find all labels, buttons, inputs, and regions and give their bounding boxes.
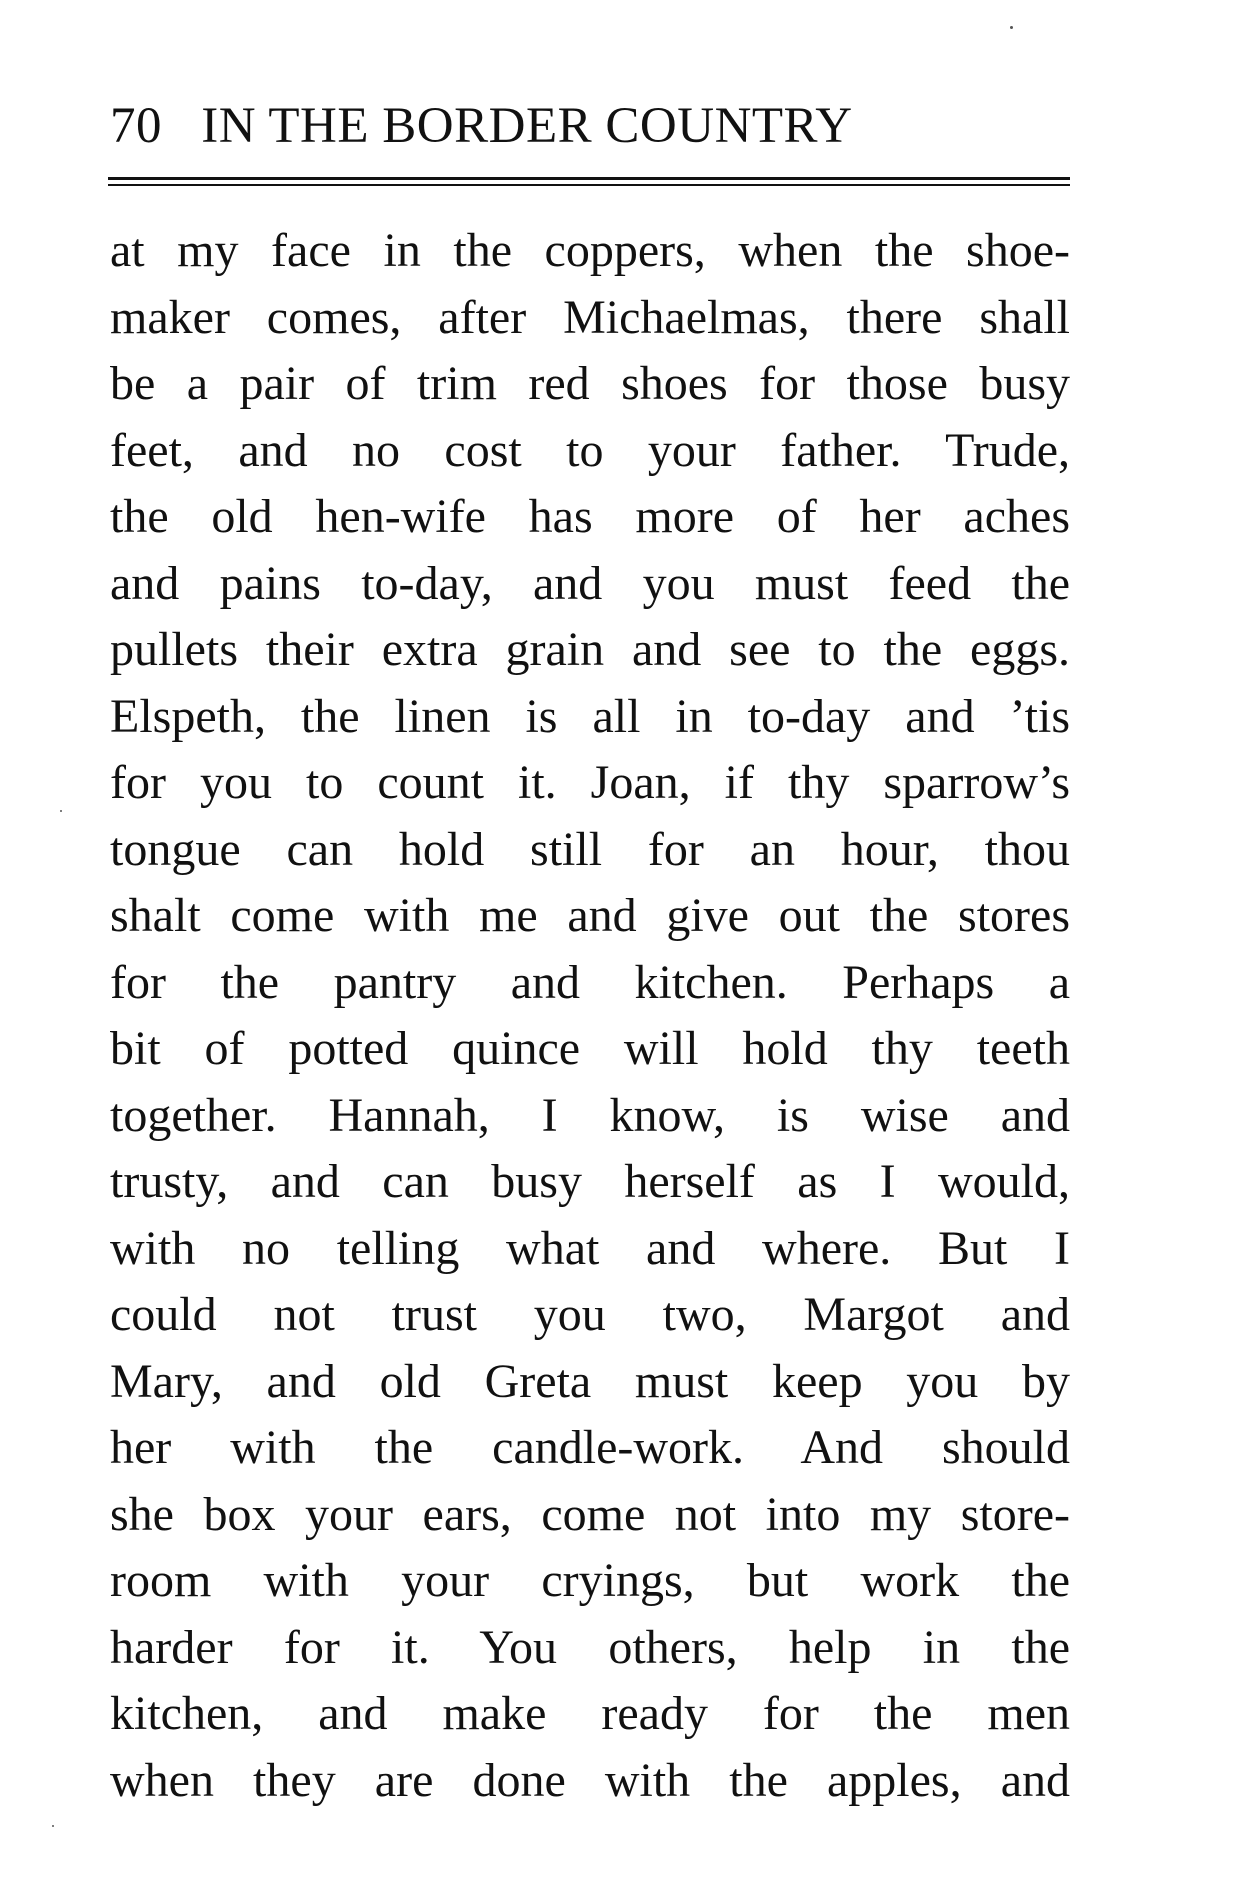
text-line: tongue can hold still for an hour, thou	[110, 822, 1070, 876]
header-rule-thick	[108, 177, 1070, 180]
text-line: for the pantry and kitchen. Perhaps a	[110, 955, 1070, 1009]
text-line: she box your ears, come not into my store-	[110, 1487, 1070, 1541]
text-line: together. Hannah, I know, is wise and	[110, 1088, 1070, 1142]
text-line: maker comes, after Michaelmas, there shall	[110, 290, 1070, 344]
text-line: could not trust you two, Margot and	[110, 1288, 1070, 1341]
text-line: with no telling what and where. But I	[110, 1221, 1070, 1275]
page-header	[110, 96, 1070, 156]
page-number: 70	[110, 98, 162, 154]
text-line: Elspeth, the linen is all in to-day and ’tis	[110, 689, 1070, 743]
text-line: pullets their extra grain and see to the eggs.	[110, 623, 1070, 676]
text-line: shalt come with me and give out the stores	[110, 889, 1070, 942]
text-line: room with your cryings, but work the	[110, 1554, 1070, 1607]
text-line: her with the candle-work. And should	[110, 1421, 1070, 1474]
text-line: for you to count it. Joan, if thy sparrow’s	[110, 756, 1070, 809]
paper-speck	[1010, 26, 1013, 29]
paper-speck	[60, 810, 62, 812]
text-line: the old hen-wife has more of her aches	[110, 490, 1070, 543]
running-title: IN THE BORDER COUNTRY	[201, 98, 853, 154]
text-line: harder for it. You others, help in the	[110, 1620, 1070, 1674]
text-line: Mary, and old Greta must keep you by	[110, 1354, 1070, 1408]
paper-speck	[52, 1825, 54, 1827]
text-line: and pains to-day, and you must feed the	[110, 556, 1070, 610]
text-line: be a pair of trim red shoes for those busy	[110, 357, 1070, 410]
body-text	[110, 218, 1070, 1814]
text-line: kitchen, and make ready for the men	[110, 1687, 1070, 1740]
text-line: feet, and no cost to your father. Trude,	[110, 423, 1070, 477]
text-line: trusty, and can busy herself as I would,	[110, 1155, 1070, 1208]
header-rule-thin	[108, 184, 1070, 186]
text-line: when they are done with the apples, and	[110, 1753, 1070, 1807]
text-line: bit of potted quince will hold thy teeth	[110, 1022, 1070, 1075]
text-line: at my face in the coppers, when the shoe-	[110, 224, 1070, 277]
